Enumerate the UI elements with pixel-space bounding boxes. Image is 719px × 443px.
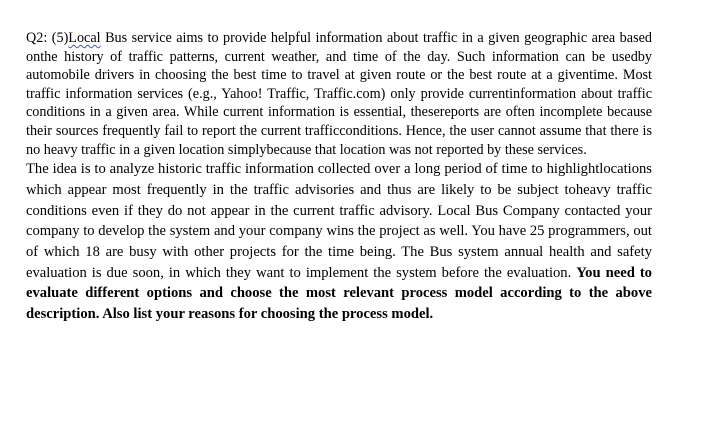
question-document <box>26 29 652 325</box>
question-paragraph-2 <box>26 159 652 325</box>
paragraph-2-text: The idea is to analyze historic traffic information collected over a long period of time to highlightlocations which appear most frequently in the traffic advisories and thus are likely to be subject toheavy traffic conditions even if they do not appear in the current traffic advisory. Local Bus Company contacted your company to develop the system and your company wins the project as well. You have 25 programmers, out of which 18 are busy with other projects for the time being. The Bus system annual health and safety evaluation is due soon, in which they want to implement the system before the evaluation. <box>26 161 652 281</box>
spellcheck-flagged-word[interactable]: Local <box>68 30 101 46</box>
question-label: Q2: (5) <box>26 30 69 46</box>
paragraph-1-text: Bus service aims to provide helpful information about traffic in a given geographic area based onthe history of traffic patterns, current weather, and time of the day. Such information can be usedby automobile drivers in choosing the best time to travel at given route or the best route at a giventime. Most traffic information services (e.g., Yahoo! Traffic, Traffic.com) only provide currentinformation about traffic conditions in a given area. While current information is essential, thesereports are often incomplete because their sources frequently fail to report the current trafficconditions. Hence, the user cannot assume that there is no heavy traffic in a given location simplybecause that location was not reported by these services. <box>26 30 652 158</box>
task-instruction: You need to evaluate different options and choose the most relevant process model according to the above description. Also list your reasons for choosing the process model. <box>26 264 652 323</box>
question-paragraph-1 <box>26 29 652 159</box>
